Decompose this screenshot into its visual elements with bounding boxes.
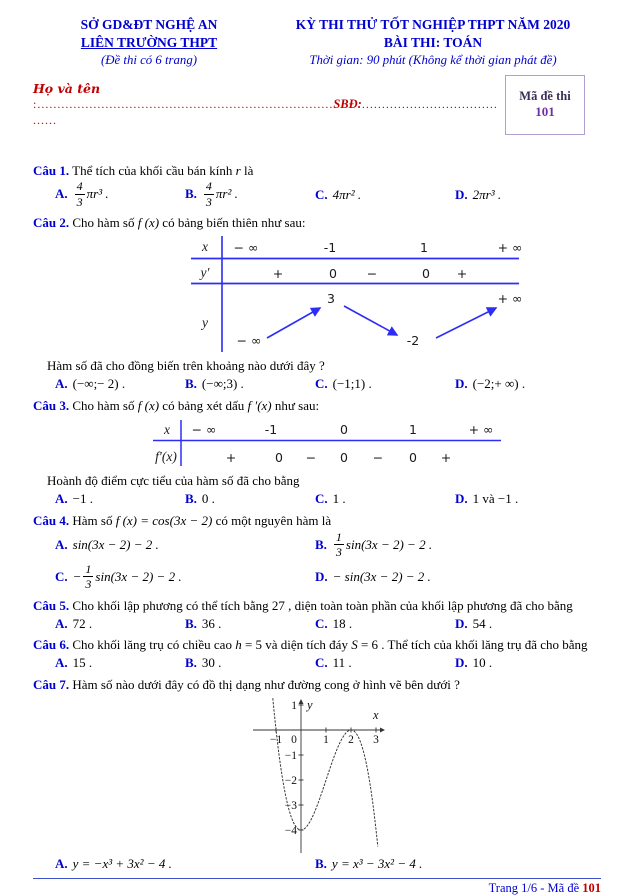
- sign: +: [456, 266, 468, 282]
- decrease-arrow: [344, 306, 397, 335]
- q6-option-D: [455, 655, 601, 672]
- option-text: 18 .: [332, 615, 353, 631]
- y-tick-label: 1: [291, 700, 297, 713]
- exam-code-box: [505, 75, 585, 135]
- sign: −: [366, 266, 378, 282]
- option-label: B.: [185, 655, 197, 671]
- math-expr: f (x): [137, 215, 160, 231]
- option-label: D.: [455, 655, 468, 671]
- x-value: + ∞: [468, 421, 494, 437]
- q5-option-B: [185, 616, 315, 633]
- option-text: (−2;+ ∞) .: [472, 376, 526, 392]
- option-label: A.: [55, 856, 68, 872]
- option-label: A.: [55, 655, 68, 671]
- q5-option-C: [315, 616, 455, 633]
- fraction: [83, 563, 93, 591]
- option-label: D.: [455, 615, 468, 631]
- option-text: πr² .: [215, 186, 238, 202]
- sign: 0: [275, 449, 283, 465]
- x-value: 1: [409, 421, 417, 437]
- fraction-numerator: 1: [335, 529, 342, 544]
- y-tick-label: −2: [284, 775, 297, 788]
- question-2-text-post: có bảng biến thiên như sau:: [159, 215, 306, 231]
- footer: [33, 881, 601, 896]
- question-3-label: Câu 3.: [33, 398, 70, 414]
- fraction-denominator: 3: [205, 194, 212, 209]
- x-value: + ∞: [497, 240, 523, 256]
- x-value: -1: [264, 421, 278, 437]
- option-label: A.: [55, 490, 68, 506]
- math-var: h: [235, 637, 242, 653]
- q7-option-B: [315, 856, 601, 873]
- option-label: D.: [315, 569, 328, 585]
- q4-option-D: [315, 569, 601, 586]
- option-label: B.: [315, 856, 327, 872]
- option-text: 2πr³ .: [472, 186, 502, 202]
- q1-option-B: [185, 181, 315, 209]
- question-6: [33, 637, 601, 654]
- exam-code-number: 101: [535, 104, 555, 120]
- q3-option-C: [315, 491, 455, 508]
- q3-option-B: [185, 491, 315, 508]
- math-expr: f (x): [137, 398, 160, 414]
- y-local-max: 3: [327, 291, 335, 307]
- header-right: [265, 16, 601, 69]
- question-7: [33, 677, 601, 694]
- x-tick-label: 3: [373, 734, 379, 747]
- option-text: πr³ .: [86, 186, 109, 202]
- question-3: [33, 398, 601, 415]
- y-limit-end: + ∞: [497, 291, 523, 307]
- fraction-numerator: 4: [205, 179, 212, 194]
- q1-option-A: [55, 181, 185, 209]
- candidate-name-line: [33, 96, 533, 113]
- y-tick-label: −1: [284, 750, 297, 763]
- row-label-yprime: y′: [200, 265, 210, 281]
- question-6-text2: = 5 và diện tích đáy: [241, 637, 352, 653]
- sbd-label: SBĐ:: [333, 96, 362, 111]
- option-label: D.: [455, 376, 468, 392]
- row-label-x: x: [164, 421, 170, 437]
- option-text: 0 .: [201, 490, 215, 506]
- question-5-label: Câu 5.: [33, 597, 70, 613]
- exam-title: KỲ THI THỬ TỐT NGHIỆP THPT NĂM 2020: [295, 17, 571, 32]
- option-text: sin(3x − 2) − 2 .: [95, 568, 182, 584]
- x-tick-label: 0: [291, 734, 297, 747]
- dotted-line: ..................................: [361, 96, 498, 111]
- fraction-denominator: 3: [85, 577, 92, 592]
- x-axis-label: x: [373, 708, 379, 723]
- question-2-label: Câu 2.: [33, 215, 70, 231]
- q2-option-D: [455, 376, 601, 393]
- q3-option-A: [55, 491, 185, 508]
- option-text: y = x³ − 3x² − 4 .: [331, 856, 423, 872]
- option-text: 1 .: [332, 490, 346, 506]
- option-label: A.: [55, 615, 68, 631]
- option-label: C.: [315, 186, 328, 202]
- question-3-options: [33, 491, 601, 508]
- option-label: B.: [185, 490, 197, 506]
- duration-note: Thời gian: 90 phút (Không kể thời gian phát đề): [309, 52, 557, 67]
- option-text: y = −x³ + 3x² − 4 .: [72, 856, 172, 872]
- question-3-text2: có bảng xét dấu: [159, 398, 248, 414]
- option-text: 36 .: [201, 615, 222, 631]
- q4-option-C: [55, 561, 315, 592]
- option-text: (−∞;3) .: [201, 376, 244, 392]
- question-4-options-row1: [33, 531, 601, 561]
- question-7-text: Hàm số nào dưới đây có đồ thị dạng như đường cong ở hình vẽ bên dưới ?: [72, 677, 460, 693]
- increase-arrow: [436, 308, 496, 338]
- function-graph: [223, 695, 433, 855]
- option-label: C.: [55, 568, 68, 584]
- q1-option-D: [455, 187, 601, 204]
- option-label: B.: [185, 186, 197, 202]
- question-1-text-post: là: [240, 162, 254, 178]
- exam-code-label: Mã đề thi: [519, 88, 571, 103]
- y-local-min: -2: [406, 333, 420, 349]
- option-label: D.: [455, 186, 468, 202]
- question-4-text-post: có một nguyên hàm là: [212, 512, 332, 528]
- sign: +: [225, 449, 237, 465]
- page-count-note: (Đề thi có 6 trang): [101, 52, 197, 67]
- fraction: [334, 531, 344, 559]
- option-text: 11 .: [332, 655, 352, 671]
- option-text: 54 .: [472, 615, 493, 631]
- option-label: C.: [315, 615, 328, 631]
- q2-option-A: [55, 376, 185, 393]
- footer-divider: [33, 878, 601, 879]
- question-6-text: Cho khối lăng trụ có chiều cao: [72, 637, 236, 653]
- math-expr: f (x) = cos(3x − 2): [115, 512, 213, 528]
- question-5-text: Cho khối lập phương có thể tích bằng 27 , diện toàn toàn phần của khối lập phương đã cho bằng: [72, 597, 573, 613]
- sign: 0: [340, 449, 348, 465]
- option-label: A.: [55, 376, 68, 392]
- fraction: [204, 180, 214, 208]
- q4-option-A: [55, 537, 315, 554]
- question-4-label: Câu 4.: [33, 512, 70, 528]
- math-expr: f ′(x): [247, 398, 272, 414]
- option-text: sin(3x − 2) − 2 .: [72, 537, 159, 553]
- fraction-denominator: 3: [76, 194, 83, 209]
- question-1-options: [33, 180, 601, 210]
- option-label: C.: [315, 490, 328, 506]
- q2-option-C: [315, 376, 455, 393]
- question-7-options: [33, 856, 601, 873]
- fraction-numerator: 1: [85, 561, 92, 576]
- y-tick-label: −3: [284, 800, 297, 813]
- q5-option-A: [55, 616, 185, 633]
- x-tick-label: 1: [323, 734, 329, 747]
- option-text: 15 .: [72, 655, 93, 671]
- option-label: A.: [55, 537, 68, 553]
- increase-arrow: [267, 308, 320, 338]
- q2-option-B: [185, 376, 315, 393]
- option-text: (−1;1) .: [332, 376, 372, 392]
- option-label: C.: [315, 376, 328, 392]
- question-4-text: Hàm số: [72, 512, 116, 528]
- question-4: [33, 513, 601, 530]
- question-3-prompt: [33, 473, 601, 490]
- minus-sign: −: [72, 568, 82, 584]
- question-2-text: Cho hàm số: [72, 215, 138, 231]
- question-6-text3: = 6 . Thể tích của khối lăng trụ đã cho bằng: [357, 637, 588, 653]
- math-var: r: [235, 162, 241, 178]
- fraction-denominator: 3: [335, 545, 342, 560]
- option-label: B.: [185, 376, 197, 392]
- x-tick-label: −1: [269, 734, 283, 747]
- header: [33, 16, 601, 69]
- y-limit-start: − ∞: [236, 333, 262, 349]
- page-number: Trang 1/6 - Mã đề: [488, 880, 583, 895]
- row-label-fprime: f′(x): [155, 448, 177, 464]
- row-label-y: y: [202, 315, 208, 331]
- variation-table-q2: [183, 234, 543, 354]
- option-label: B.: [315, 536, 327, 552]
- y-axis-label: y: [307, 698, 313, 713]
- school-name: LIÊN TRƯỜNG THPT: [80, 34, 218, 50]
- question-2: [33, 215, 601, 232]
- q6-option-A: [55, 655, 185, 672]
- option-text: − sin(3x − 2) − 2 .: [332, 569, 431, 585]
- x-value: 1: [420, 240, 428, 256]
- header-left: [33, 16, 265, 69]
- question-3-text3: như sau:: [271, 398, 320, 414]
- option-text: 30 .: [201, 655, 222, 671]
- sign: +: [440, 449, 452, 465]
- option-text: sin(3x − 2) − 2 .: [345, 536, 433, 552]
- question-1: [33, 163, 601, 180]
- question-6-label: Câu 6.: [33, 637, 70, 653]
- sign: 0: [422, 266, 430, 282]
- department-name: SỞ GD&ĐT NGHỆ AN: [80, 17, 218, 32]
- sign-table-q3: [151, 417, 511, 469]
- x-value: -1: [323, 240, 337, 256]
- option-text: 72 .: [72, 615, 93, 631]
- option-label: B.: [185, 615, 197, 631]
- option-text: (−∞;− 2) .: [72, 376, 126, 392]
- math-var: S: [351, 637, 358, 653]
- q5-option-D: [455, 616, 601, 633]
- option-label: C.: [315, 655, 328, 671]
- option-text: 1 và −1 .: [472, 490, 519, 506]
- x-tick-label: 2: [348, 734, 354, 747]
- q1-option-C: [315, 187, 455, 204]
- sign: −: [372, 449, 384, 465]
- sign: 0: [329, 266, 337, 282]
- q6-option-C: [315, 655, 455, 672]
- option-label: A.: [55, 186, 68, 202]
- question-3-text: Cho hàm số: [72, 398, 138, 414]
- option-text: 4πr² .: [332, 186, 362, 202]
- fraction: [75, 180, 85, 208]
- row-label-x: x: [202, 239, 208, 255]
- q3-option-D: [455, 491, 601, 508]
- question-1-text: Thể tích của khối cầu bán kính: [72, 162, 236, 178]
- x-value: − ∞: [191, 421, 217, 437]
- y-tick-label: −4: [284, 825, 297, 838]
- candidate-section: [33, 81, 601, 145]
- question-3-prompt-text: Hoành độ điểm cực tiểu của hàm số đã cho bằng: [47, 472, 300, 488]
- option-text: 10 .: [472, 655, 493, 671]
- dotted-line: ......: [33, 113, 57, 128]
- dotted-line: :..........................................................................: [33, 96, 334, 111]
- q7-option-A: [55, 856, 315, 873]
- subject-title: BÀI THI: TOÁN: [383, 34, 483, 50]
- option-text: −1 .: [72, 490, 93, 506]
- fraction-numerator: 4: [76, 179, 83, 194]
- option-label: D.: [455, 490, 468, 506]
- candidate-name-label: Họ và tên: [33, 80, 101, 96]
- q4-option-B: [315, 529, 601, 560]
- x-value: − ∞: [233, 240, 259, 256]
- x-value: 0: [340, 421, 348, 437]
- question-4-options-row2: [33, 563, 601, 593]
- footer-exam-code: 101: [582, 880, 601, 895]
- question-7-label: Câu 7.: [33, 677, 70, 693]
- question-5: [33, 598, 601, 615]
- question-1-label: Câu 1.: [33, 162, 70, 178]
- question-6-options: [33, 655, 601, 672]
- sign: 0: [409, 449, 417, 465]
- question-2-prompt: [33, 358, 601, 375]
- question-2-prompt-text: Hàm số đã cho đồng biến trên khoảng nào dưới đây ?: [47, 358, 325, 374]
- sign: +: [272, 266, 284, 282]
- question-2-options: [33, 376, 601, 393]
- question-5-options: [33, 616, 601, 633]
- sign: −: [305, 449, 317, 465]
- q6-option-B: [185, 655, 315, 672]
